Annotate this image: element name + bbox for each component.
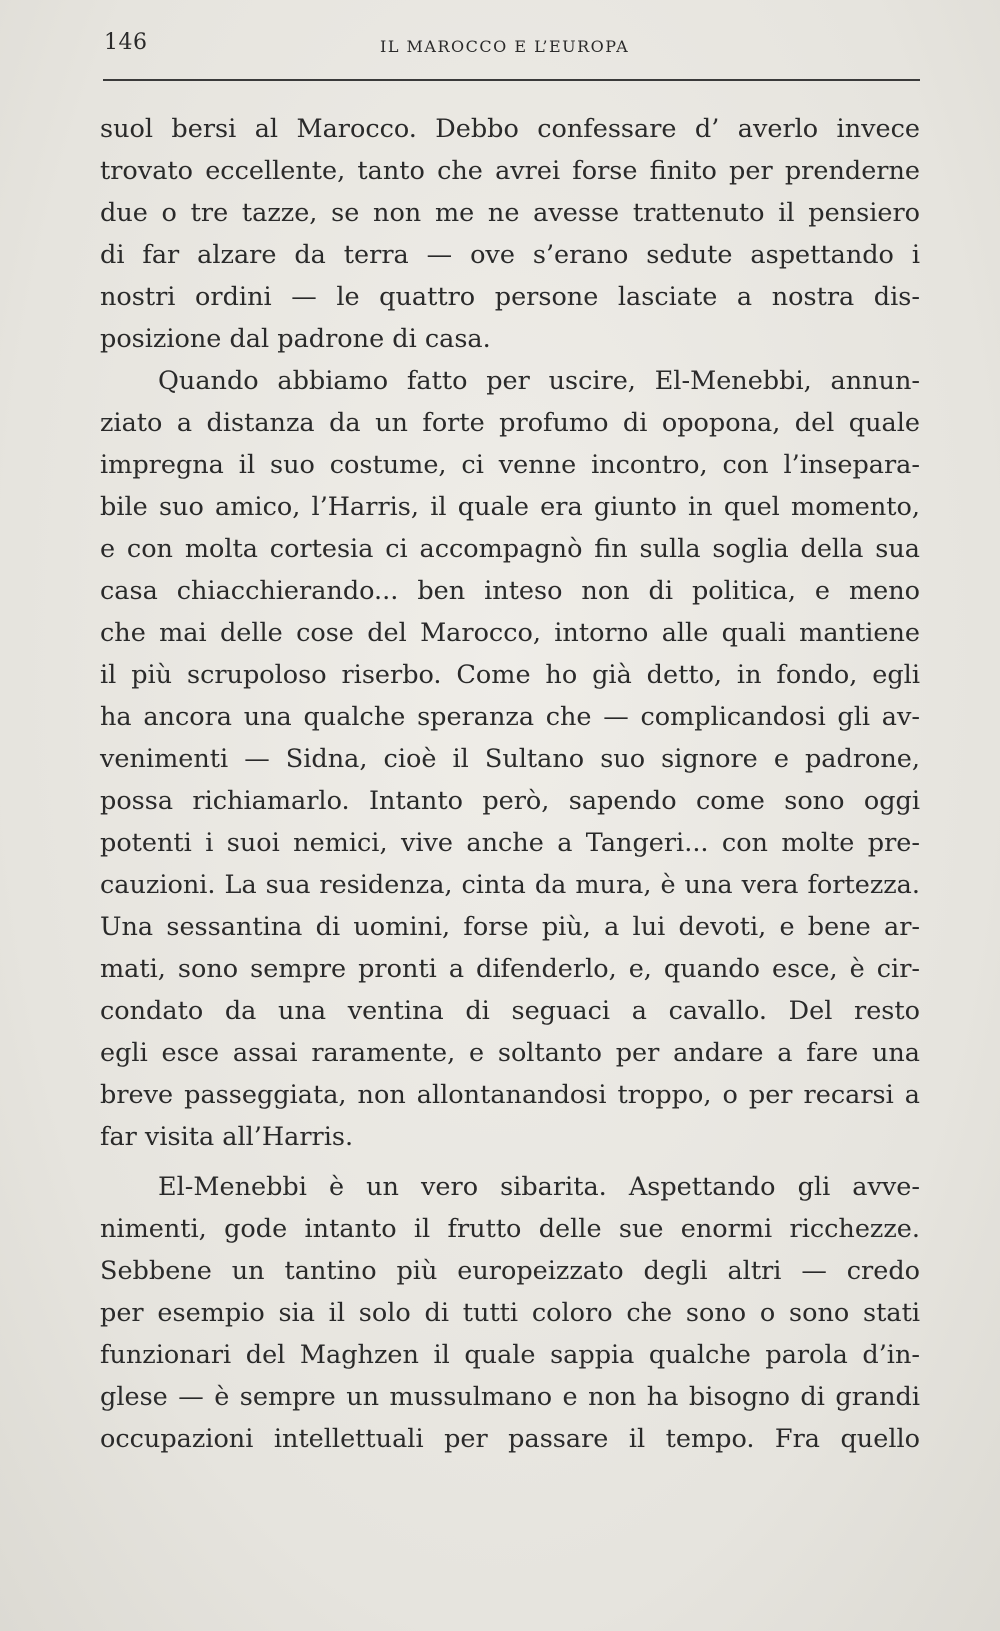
text-line: cauzioni. La sua residenza, cinta da mura, è una vera fortezza. — [100, 870, 920, 900]
text-line: nostri ordini — le quattro persone lasciate a nostra dis- — [100, 282, 920, 312]
body-text — [100, 108, 920, 1460]
page-header — [104, 30, 924, 60]
text-line: trovato eccellente, tanto che avrei forse finito per prenderne — [100, 156, 920, 186]
text-line: egli esce assai raramente, e soltanto per andare a fare una — [100, 1038, 920, 1068]
page-number: 146 — [104, 30, 148, 55]
paragraph-2 — [100, 360, 920, 1158]
text-line: glese — è sempre un mussulmano e non ha bisogno di grandi — [100, 1382, 920, 1412]
text-line: ha ancora una qualche speranza che — complicandosi gli av- — [100, 702, 920, 732]
paragraph-3 — [100, 1166, 920, 1460]
text-line: Quando abbiamo fatto per uscire, El-Menebbi, annun- — [158, 366, 920, 396]
text-line: Una sessantina di uomini, forse più, a lui devoti, e bene ar- — [100, 912, 920, 942]
text-line: nimenti, gode intanto il frutto delle sue enormi ricchezze. — [100, 1214, 920, 1244]
text-line: far visita all’Harris. — [100, 1122, 354, 1152]
text-line: per esempio sia il solo di tutti coloro che sono o sono stati — [100, 1298, 920, 1328]
text-line: casa chiacchierando... ben inteso non di politica, e meno — [100, 576, 920, 606]
text-line: mati, sono sempre pronti a difenderlo, e, quando esce, è cir- — [100, 954, 920, 984]
text-line: due o tre tazze, se non me ne avesse trattenuto il pensiero — [100, 198, 920, 228]
text-line: funzionari del Maghzen il quale sappia qualche parola d’in- — [100, 1340, 920, 1370]
paragraph-1 — [100, 108, 920, 360]
text-line: posizione dal padrone di casa. — [100, 324, 491, 354]
text-line: il più scrupoloso riserbo. Come ho già detto, in fondo, egli — [100, 660, 920, 690]
text-line: breve passeggiata, non allontanandosi troppo, o per recarsi a — [100, 1080, 920, 1110]
text-line: possa richiamarlo. Intanto però, sapendo come sono oggi — [100, 786, 920, 816]
text-line: e con molta cortesia ci accompagnò fin sulla soglia della sua — [100, 534, 920, 564]
text-line: occupazioni intellettuali per passare il tempo. Fra quello — [100, 1424, 920, 1454]
text-line: venimenti — Sidna, cioè il Sultano suo signore e padrone, — [100, 744, 920, 774]
text-line: condato da una ventina di seguaci a cavallo. Del resto — [100, 996, 920, 1026]
text-line: Sebbene un tantino più europeizzato degli altri — credo — [100, 1256, 920, 1286]
text-line: impregna il suo costume, ci venne incontro, con l’insepara- — [100, 450, 920, 480]
text-line: ziato a distanza da un forte profumo di opopona, del quale — [100, 408, 920, 438]
text-line: El-Menebbi è un vero sibarita. Aspettando gli avve- — [158, 1172, 920, 1202]
text-line: di far alzare da terra — ove s’erano sedute aspettando i — [100, 240, 920, 270]
text-line: che mai delle cose del Marocco, intorno alle quali mantiene — [100, 618, 920, 648]
running-title: IL MAROCCO E L’EUROPA — [380, 37, 630, 56]
header-rule — [103, 79, 920, 81]
text-line: potenti i suoi nemici, vive anche a Tangeri... con molte pre- — [100, 828, 920, 858]
text-line: suol bersi al Marocco. Debbo confessare d’ averlo invece — [100, 114, 920, 144]
text-line: bile suo amico, l’Harris, il quale era giunto in quel momento, — [100, 492, 920, 522]
